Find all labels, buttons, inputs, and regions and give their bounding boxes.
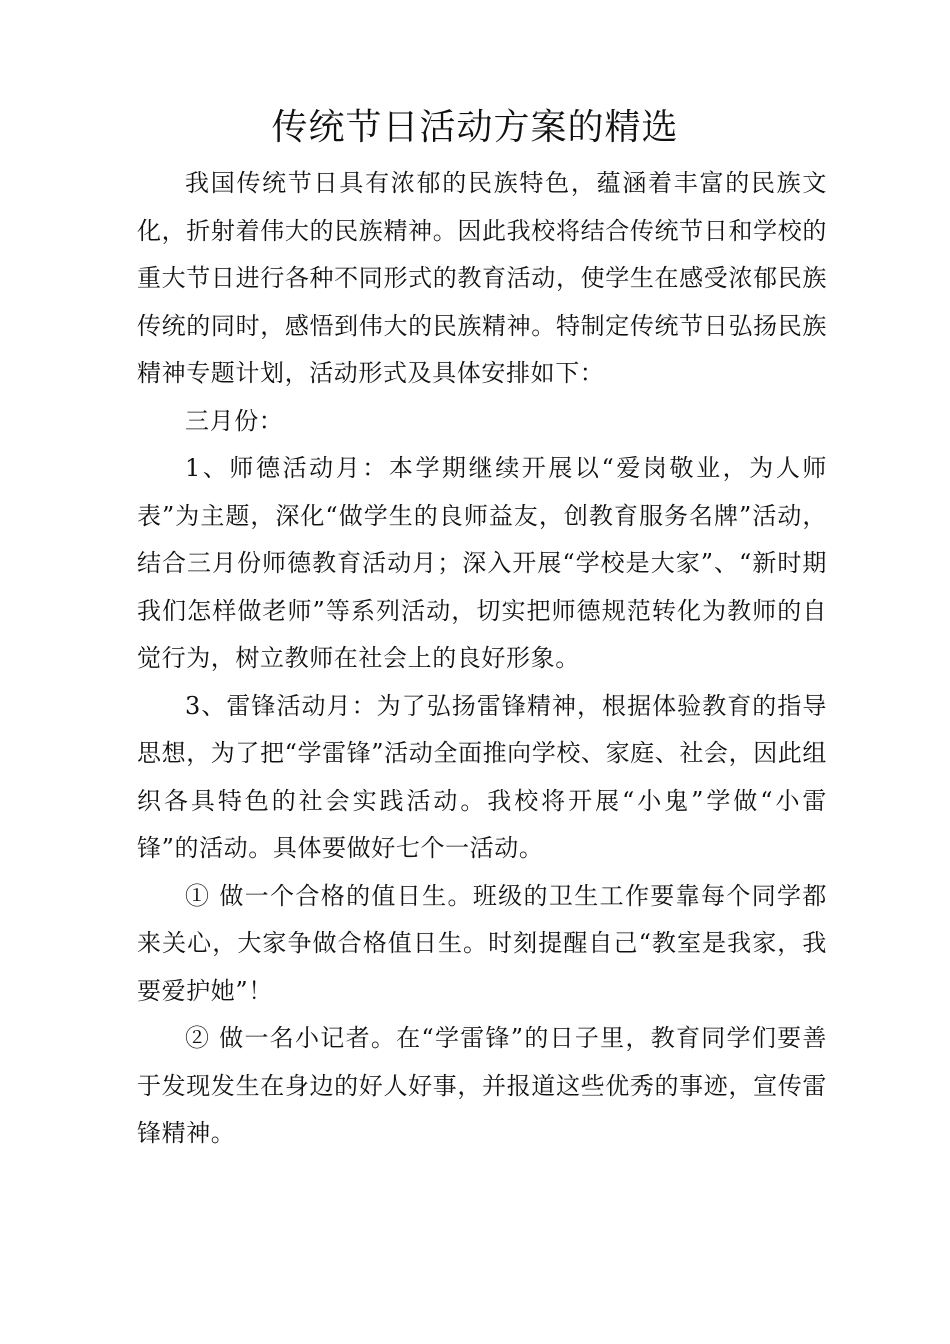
paragraph-march-heading: 三月份：: [185, 406, 284, 435]
document-body: [137, 160, 827, 1158]
paragraph-teacher-ethics-month: 1、师德活动月：本学期继续开展以“爱岗敬业，为人师表”为主题，深化“做学生的良师益友，创教育服务名牌”活动，结合三月份师德教育活动月；深入开展“学校是大家”、“新时期我们怎样做老师”等系列活动，切实把师德规范转化为教师的自觉行为，树立教师在社会上的良好形象。: [137, 454, 827, 672]
paragraph-little-reporter: ② 做一名小记者。在“学雷锋”的日子里，教育同学们要善于发现发生在身边的好人好事，并报道这些优秀的事迹，宣传雷锋精神。: [137, 1024, 827, 1147]
paragraph-lei-feng-month: 3、雷锋活动月：为了弘扬雷锋精神，根据体验教育的指导思想，为了把“学雷锋”活动全面推向学校、家庭、社会，因此组织各具特色的社会实践活动。我校将开展“小鬼”学做“小雷锋”的活动。具体要做好七个一活动。: [137, 691, 827, 862]
paragraph-intro: 我国传统节日具有浓郁的民族特色，蕴涵着丰富的民族文化，折射着伟大的民族精神。因此我校将结合传统节日和学校的重大节日进行各种不同形式的教育活动，使学生在感受浓郁民族传统的同时，感悟到伟大的民族精神。特制定传统节日弘扬民族精神专题计划，活动形式及具体安排如下：: [137, 169, 827, 387]
paragraph-duty-student: ① 做一个合格的值日生。班级的卫生工作要靠每个同学都来关心，大家争做合格值日生。时刻提醒自己“教室是我家，我要爱护她”！: [137, 881, 827, 1005]
document-title: 传统节日活动方案的精选: [271, 107, 679, 148]
